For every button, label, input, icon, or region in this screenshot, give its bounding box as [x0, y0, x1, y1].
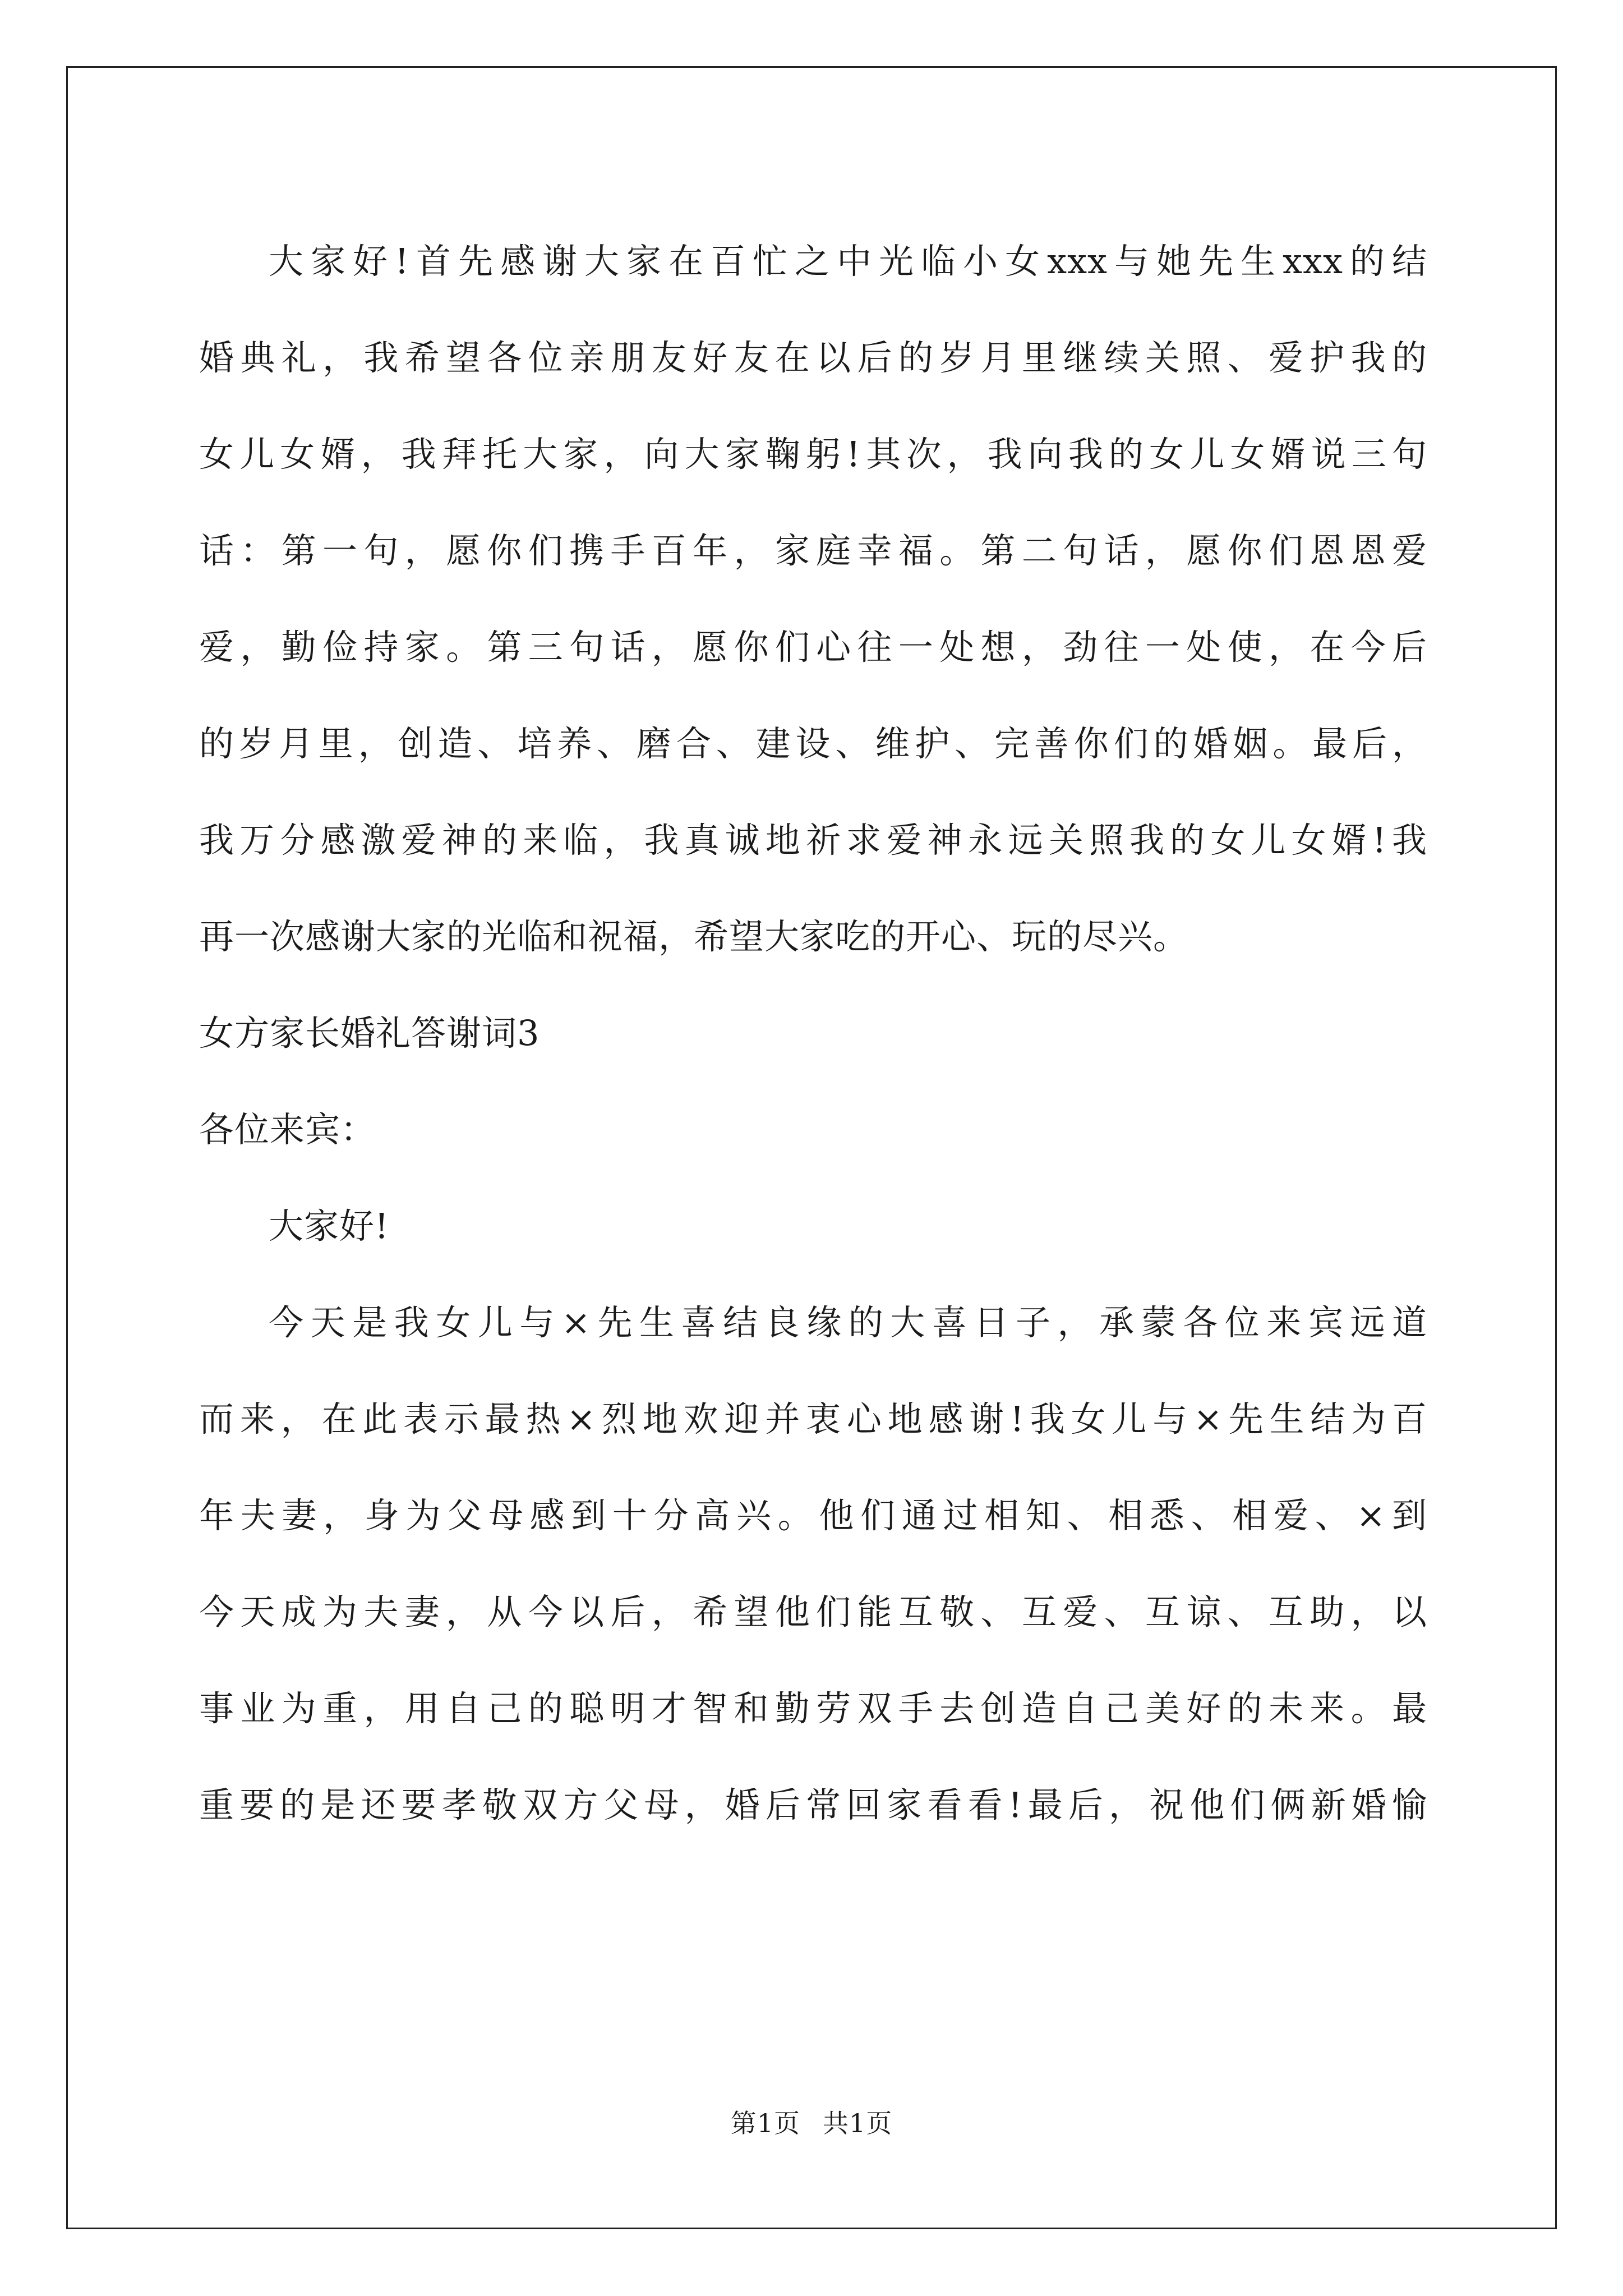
section-heading: 女方家长婚礼答谢词3: [199, 1013, 540, 1053]
text-line-5: 爱，勤俭持家。第三句话，愿你们心往一处想，劲往一处使，在今后: [199, 627, 1427, 668]
page-number-current: 第1页: [730, 2108, 800, 2138]
document-body: [199, 213, 1427, 1853]
text-line-4: 话：第一句，愿你们携手百年，家庭幸福。第二句话，愿你们恩恩爱: [199, 530, 1427, 571]
text-line-7: 我万分感激爱神的来临，我真诚地祈求爱神永远关照我的女儿女婿!我: [199, 820, 1427, 861]
page-number-total: 共1页: [823, 2108, 893, 2138]
text-line-1: 大家好!首先感谢大家在百忙之中光临小女xxx与她先生xxx的结: [269, 241, 1427, 282]
text-line-6: 的岁月里，创造、培养、磨合、建设、维护、完善你们的婚姻。最后，: [199, 723, 1427, 764]
page-footer: [0, 2106, 1623, 2140]
salutation: 各位来宾：: [199, 1109, 376, 1150]
greeting: 大家好!: [269, 1205, 389, 1246]
text-line-13: 而来，在此表示最热×烈地欢迎并衷心地感谢!我女儿与×先生结为百: [199, 1398, 1427, 1439]
text-line-2: 婚典礼，我希望各位亲朋友好友在以后的岁月里继续关照、爱护我的: [199, 337, 1427, 378]
text-line-12: 今天是我女儿与×先生喜结良缘的大喜日子，承蒙各位来宾远道: [269, 1302, 1427, 1343]
text-line-3: 女儿女婿，我拜托大家，向大家鞠躬!其次，我向我的女儿女婿说三句: [199, 434, 1427, 475]
text-line-17: 重要的是还要孝敬双方父母，婚后常回家看看!最后，祝他们俩新婚愉: [199, 1784, 1427, 1825]
text-line-16: 事业为重，用自己的聪明才智和勤劳双手去创造自己美好的未来。最: [199, 1688, 1427, 1729]
text-line-15: 今天成为夫妻，从今以后，希望他们能互敬、互爱、互谅、互助，以: [199, 1591, 1427, 1632]
text-line-14: 年夫妻，身为父母感到十分高兴。他们通过相知、相悉、相爱、×到: [199, 1495, 1427, 1536]
text-line-8: 再一次感谢大家的光临和祝福，希望大家吃的开心、玩的尽兴。: [199, 916, 1189, 957]
